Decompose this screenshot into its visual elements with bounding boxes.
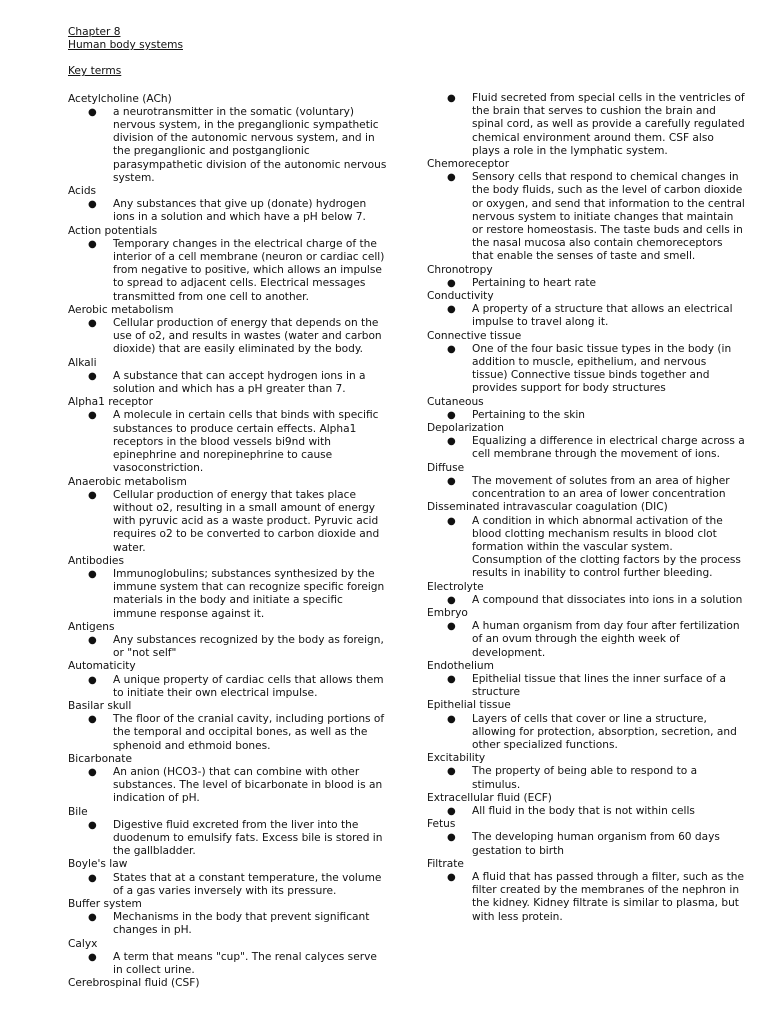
definition-bullet: ● A substance that can accept hydrogen ions in a solution and which has a pH greater than 7.: [68, 370, 388, 396]
glossary-term: Extracellular fluid (ECF): [427, 791, 552, 804]
glossary-term: Acids: [68, 185, 97, 198]
definition-bullet: ● A compound that dissociates into ions in a solution: [427, 594, 745, 607]
definition-bullet: ● Pertaining to heart rate: [427, 277, 745, 290]
definition-bullet: ● A term that means "cup". The renal calyces serve in collect urine.: [68, 951, 388, 977]
definition-list: [68, 951, 388, 977]
definition-bullet: ● Sensory cells that respond to chemical changes in the body fluids, such as the level of carbon dioxide or oxygen, and send that information to the central nervous system to initiate changes that maintain or restore homeostasis. The taste buds and cells in the nasal mucosa also contain chemoreceptors that enable the senses of taste and smell.: [427, 171, 745, 263]
glossary-entry: [68, 621, 388, 661]
glossary-term: Anaerobic metabolism: [68, 475, 187, 488]
glossary-term: Chemoreceptor: [427, 158, 510, 171]
glossary-entry: [427, 422, 745, 462]
glossary-term: Acetylcholine (ACh): [68, 92, 172, 105]
definition-bullet: ● Epithelial tissue that lines the inner surface of a structure: [427, 673, 745, 699]
definition-bullet: ● A molecule in certain cells that binds with specific substances to produce certain effects. Alpha1 receptors in the blood vessels bi9nd with epinephrine and norepinephrine to cause vasoconstriction.: [68, 409, 388, 475]
glossary-term: Aerobic metabolism: [68, 303, 174, 316]
glossary-term: Boyle's law: [68, 858, 128, 871]
definition-bullet: ● Any substances that give up (donate) hydrogen ions in a solution and which have a pH below 7.: [68, 198, 388, 224]
definition-bullet: ● Equalizing a difference in electrical charge across a cell membrane through the movement of ions.: [427, 435, 745, 461]
glossary-term: Automaticity: [68, 660, 136, 673]
definition-bullet: ● Cellular production of energy that takes place without o2, resulting in a small amount of energy with pyruvic acid as a waste product. Pyruvic acid requires o2 to be converted to carbon dioxide and water.: [68, 489, 388, 555]
glossary-entry: [68, 753, 388, 806]
glossary-entry: [68, 977, 388, 990]
definition-bullet: ● Mechanisms in the body that prevent significant changes in pH.: [68, 911, 388, 937]
glossary-entry: [427, 396, 745, 422]
glossary-entry: [68, 700, 388, 753]
chapter-heading: Chapter 8: [68, 26, 121, 38]
definition-bullet: ● Layers of cells that cover or line a structure, allowing for protection, absorption, secretion, and other specialized functions.: [427, 713, 745, 753]
glossary-entry: [68, 555, 388, 621]
glossary-entry: [68, 806, 388, 859]
definition-bullet: ● Pertaining to the skin: [427, 409, 745, 422]
definition-list: [427, 515, 745, 581]
glossary-entry: [427, 330, 745, 396]
glossary-entry: [427, 264, 745, 290]
definition-bullet: ● A property of a structure that allows an electrical impulse to travel along it.: [427, 303, 745, 329]
definition-list: [68, 198, 388, 224]
definition-bullet: ● Digestive fluid excreted from the liver into the duodenum to emulsify fats. Excess bile is stored in the gallbladder.: [68, 819, 388, 859]
glossary-term: Disseminated intravascular coagulation (DIC): [427, 501, 668, 514]
definition-list: [427, 594, 745, 607]
glossary-term: Epithelial tissue: [427, 699, 511, 712]
glossary-entry: [427, 290, 745, 330]
glossary-term: Connective tissue: [427, 329, 522, 342]
glossary-term: Buffer system: [68, 898, 142, 910]
glossary-entry: [68, 898, 388, 938]
glossary-term: Cutaneous: [427, 395, 484, 408]
glossary-entry: [427, 752, 745, 792]
glossary-entry: [68, 357, 388, 397]
glossary-entry: [68, 938, 388, 978]
definition-list: [427, 343, 745, 396]
right-column: [427, 92, 745, 924]
glossary-entry: [427, 792, 745, 818]
left-glossary-list: [68, 93, 388, 991]
glossary-term: Chronotropy: [427, 263, 493, 276]
definition-bullet: ● Cellular production of energy that depends on the use of o2, and results in wastes (water and carbon dioxide) that are easily eliminated by the body.: [68, 317, 388, 357]
definition-bullet: ● Immunoglobulins; substances synthesized by the immune system that can recognize specific foreign materials in the body and initiate a specific immune response against it.: [68, 568, 388, 621]
definition-bullet: ● Fluid secreted from special cells in the ventricles of the brain that serves to cushion the brain and spinal cord, as well as provide a carefully regulated chemical environment around them. CSF also plays a role in the lymphatic system.: [427, 92, 745, 158]
glossary-entry: [427, 818, 745, 858]
definition-list: [68, 568, 388, 621]
glossary-term: Diffuse: [427, 461, 465, 474]
definition-list: [68, 674, 388, 700]
definition-list: [68, 819, 388, 859]
definition-list: [68, 370, 388, 396]
glossary-term: Filtrate: [427, 857, 464, 870]
glossary-entry: [68, 858, 388, 898]
glossary-entry: [427, 92, 745, 158]
definition-list: [427, 831, 745, 857]
definition-bullet: ● A unique property of cardiac cells that allows them to initiate their own electrical impulse.: [68, 674, 388, 700]
definition-list: [427, 765, 745, 791]
chapter-subtitle: Human body systems: [68, 39, 183, 52]
definition-list: [427, 475, 745, 501]
glossary-entry: [427, 699, 745, 752]
glossary-term: Fetus: [427, 818, 456, 831]
glossary-term: Action potentials: [68, 224, 158, 237]
definition-bullet: ● a neurotransmitter in the somatic (voluntary) nervous system, in the preganglionic sympathetic division of the autonomic nervous system, and in the preganglionic and postganglionic parasympathetic division of the autonomic nervous system.: [68, 106, 388, 185]
glossary-entry: [427, 158, 745, 264]
glossary-entry: [427, 501, 745, 580]
definition-list: [68, 872, 388, 898]
definition-list: [68, 106, 388, 185]
glossary-term: Bicarbonate: [68, 752, 132, 765]
glossary-entry: [427, 462, 745, 502]
glossary-term: Excitability: [427, 752, 486, 765]
definition-bullet: ● The movement of solutes from an area of higher concentration to an area of lower concentration: [427, 475, 745, 501]
glossary-entry: [427, 858, 745, 924]
definition-bullet: ● Any substances recognized by the body as foreign, or "not self": [68, 634, 388, 660]
glossary-term: Electrolyte: [427, 580, 484, 593]
definition-list: [68, 489, 388, 555]
definition-list: [68, 317, 388, 357]
definition-bullet: ● All fluid in the body that is not within cells: [427, 805, 745, 818]
definition-bullet: ● The developing human organism from 60 days gestation to birth: [427, 831, 745, 857]
glossary-term: Basilar skull: [68, 699, 132, 712]
definition-bullet: ● One of the four basic tissue types in the body (in addition to muscle, epithelium, and nervous tissue) Connective tissue binds together and provides support for body structures: [427, 343, 745, 396]
definition-list: [427, 673, 745, 699]
glossary-entry: [68, 93, 388, 185]
glossary-term: Endothelium: [427, 659, 494, 672]
glossary-entry: [68, 396, 388, 475]
definition-list: [427, 871, 745, 924]
glossary-term: Calyx: [68, 937, 98, 950]
glossary-entry: [68, 476, 388, 555]
key-terms-heading: Key terms: [68, 65, 122, 78]
definition-bullet: ● A human organism from day four after fertilization of an ovum through the eighth week of development.: [427, 620, 745, 660]
definition-list: [68, 911, 388, 937]
definition-list: [68, 238, 388, 304]
definition-list: [427, 277, 745, 290]
definition-list: [68, 409, 388, 475]
glossary-term: Bile: [68, 805, 88, 818]
glossary-entry: [68, 185, 388, 225]
definition-list: [68, 713, 388, 753]
definition-list: [427, 409, 745, 422]
glossary-entry: [427, 581, 745, 607]
glossary-term: Cerebrospinal fluid (CSF): [68, 977, 200, 990]
definition-list: [68, 634, 388, 660]
glossary-entry: [427, 607, 745, 660]
definition-list: [427, 303, 745, 329]
glossary-entry: [68, 225, 388, 304]
definition-bullet: ● Temporary changes in the electrical charge of the interior of a cell membrane (neuron or cardiac cell) from negative to positive, which allows an impulse to spread to adjacent cells. Electrical messages transmitted from one cell to another.: [68, 238, 388, 304]
definition-bullet: ● An anion (HCO3-) that can combine with other substances. The level of bicarbonate in blood is an indication of pH.: [68, 766, 388, 806]
definition-list: [427, 435, 745, 461]
definition-list: [427, 92, 745, 158]
glossary-term: Alkali: [68, 356, 97, 369]
definition-bullet: ● A condition in which abnormal activation of the blood clotting mechanism results in blood clot formation within the vascular system. Consumption of the clotting factors by the process results in inability to control further bleeding.: [427, 515, 745, 581]
glossary-entry: [427, 660, 745, 700]
left-column: [68, 26, 388, 990]
glossary-term: Antibodies: [68, 554, 124, 567]
glossary-entry: [68, 304, 388, 357]
right-glossary-list: [427, 92, 745, 924]
definition-list: [427, 620, 745, 660]
glossary-term: Embryo: [427, 606, 468, 619]
definition-list: [427, 171, 745, 263]
glossary-term: Antigens: [68, 620, 115, 633]
glossary-term: Depolarization: [427, 422, 504, 435]
glossary-term: Alpha1 receptor: [68, 396, 153, 409]
glossary-entry: [68, 660, 388, 700]
definition-bullet: ● States that at a constant temperature, the volume of a gas varies inversely with its pressure.: [68, 872, 388, 898]
definition-bullet: ● The floor of the cranial cavity, including portions of the temporal and occipital bones, as well as the sphenoid and ethmoid bones.: [68, 713, 388, 753]
definition-list: [427, 805, 745, 818]
definition-bullet: ● A fluid that has passed through a filter, such as the filter created by the membranes of the nephron in the kidney. Kidney filtrate is similar to plasma, but with less protein.: [427, 871, 745, 924]
definition-list: [427, 713, 745, 753]
glossary-term: Conductivity: [427, 290, 494, 303]
definition-bullet: ● The property of being able to respond to a stimulus.: [427, 765, 745, 791]
definition-list: [68, 766, 388, 806]
